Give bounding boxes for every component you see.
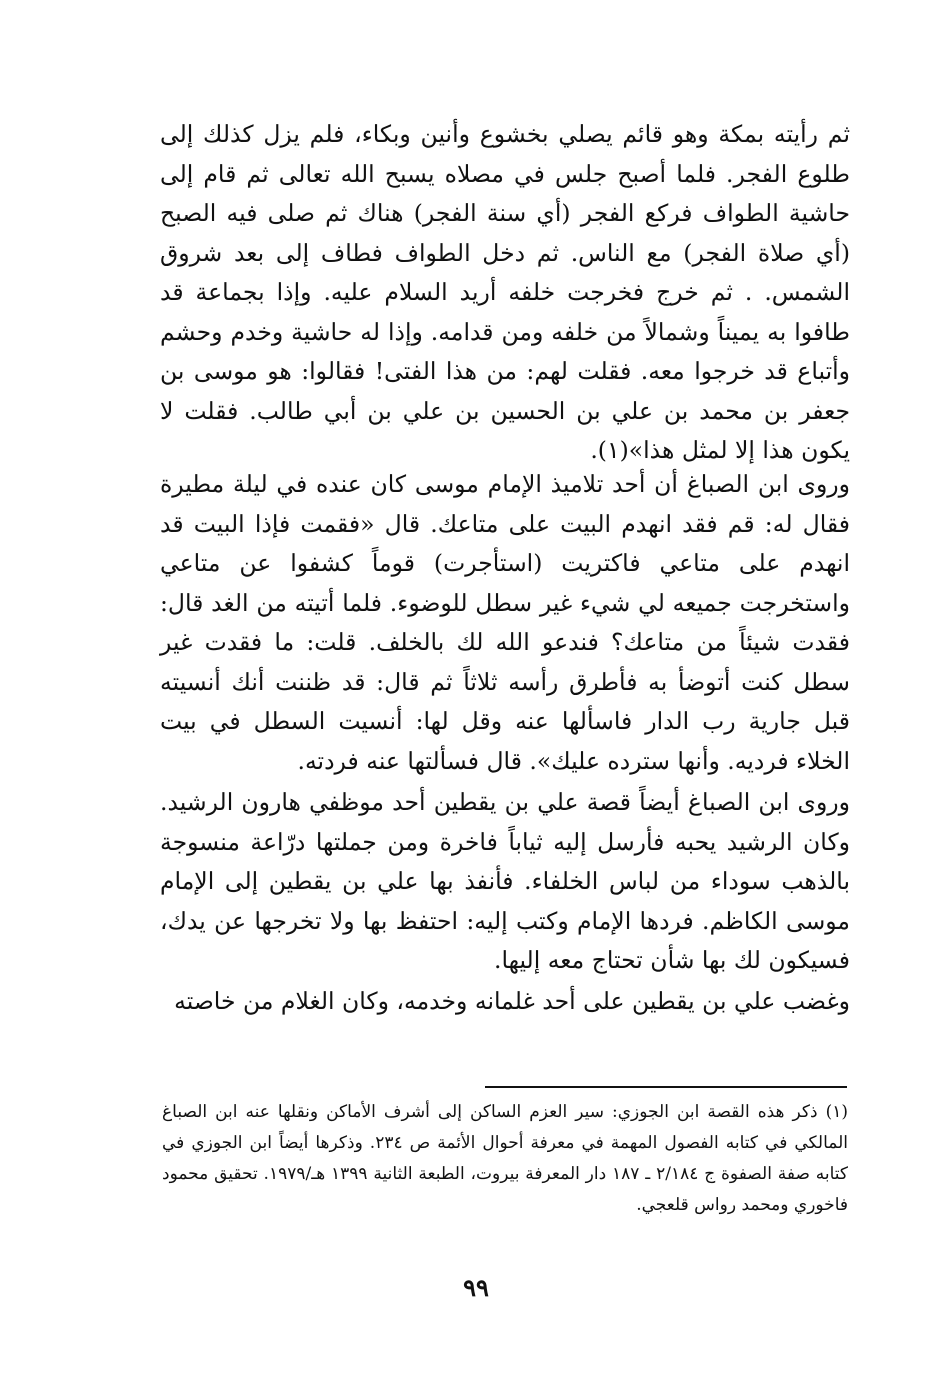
body-paragraph: وروى ابن الصباغ أن أحد تلاميذ الإمام موسى كان عنده في ليلة مطيرة فقال له: قم فقد انهدم البيت على متاعك. قال «فقمت فإذا البيت قد انهدم على متاعي فاكتريت (استأجرت) قوماً كشفوا عن متاعي واستخرجت جميعه لي شيء غير سطل للوضوء. فلما أتيته من الغد قال: فقدت شيئاً من متاعك؟ فندعو الله لك بالخلف. قلت: ما فقدت غير سطل كنت أتوضأ به فأطرق رأسه ثلاثاً ثم قال: قد ظننت أنك أنسيته قبل جارية رب الدار فاسألها عنه وقل لها: أنسيت السطل في بيت الخلاء فرديه. وأنها سترده عليك». قال فسألتها عنه فردته. [160, 470, 850, 775]
body-paragraph: وروى ابن الصباغ أيضاً قصة علي بن يقطين أحد موظفي هارون الرشيد. وكان الرشيد يحبه فأرسل إليه ثياباً فاخرة ومن جملتها درّاعة منسوجة بالذهب سوداء من لباس الخلفاء. فأنفذ بها علي بن يقطين إلى الإمام موسى الكاظم. فردها الإمام وكتب إليه: احتفظ بها ولا تخرجها عن يدك، فسيكون لك بها شأن تحتاج معه إليها. [160, 788, 850, 974]
footnote: (١) ذكر هذه القصة ابن الجوزي: سير العزم الساكن إلى أشرف الأماكن ونقلها عنه ابن الصباغ المالكي في كتابه الفصول المهمة في معرفة أحوال الأئمة ص ٢٣٤. وذكرها أيضاً ابن الجوزي في كتابه صفة الصفوة ج ٢/١٨٤ ـ ١٨٧ دار المعرفة بيروت، الطبعة الثانية ١٣٩٩ هـ/١٩٧٩. تحقيق محمود فاخوري ومحمد رواس قلعجي. [162, 1102, 849, 1215]
body-paragraph: وغضب علي بن يقطين على أحد غلمانه وخدمه، وكان الغلام من خاصته [174, 987, 850, 1015]
footnote-divider [485, 1086, 847, 1088]
page-number: ٩٩ [463, 1273, 489, 1302]
body-paragraph: ثم رأيته بمكة وهو قائم يصلي بخشوع وأنين وبكاء، فلم يزل كذلك إلى طلوع الفجر. فلما أصبح جلس في مصلاه يسبح الله تعالى ثم قام إلى حاشية الطواف فركع الفجر (أي سنة الفجر) هناك ثم صلى فيه الصبح (أي صلاة الفجر) مع الناس. ثم دخل الطواف فطاف إلى بعد شروق الشمس. . ثم خرج فخرجت خلفه أريد السلام عليه. وإذا بجماعة قد طافوا به يميناً وشمالاً من خلفه ومن قدامه. وإذا له حاشية وخدم وحشم وأتباع قد خرجوا معه. فقلت لهم: من هذا الفتى! فقالوا: هو موسى بن جعفر بن محمد بن علي بن الحسين بن علي بن أبي طالب. فقلت لا يكون هذا إلا لمثل هذا»(١). [160, 120, 850, 464]
